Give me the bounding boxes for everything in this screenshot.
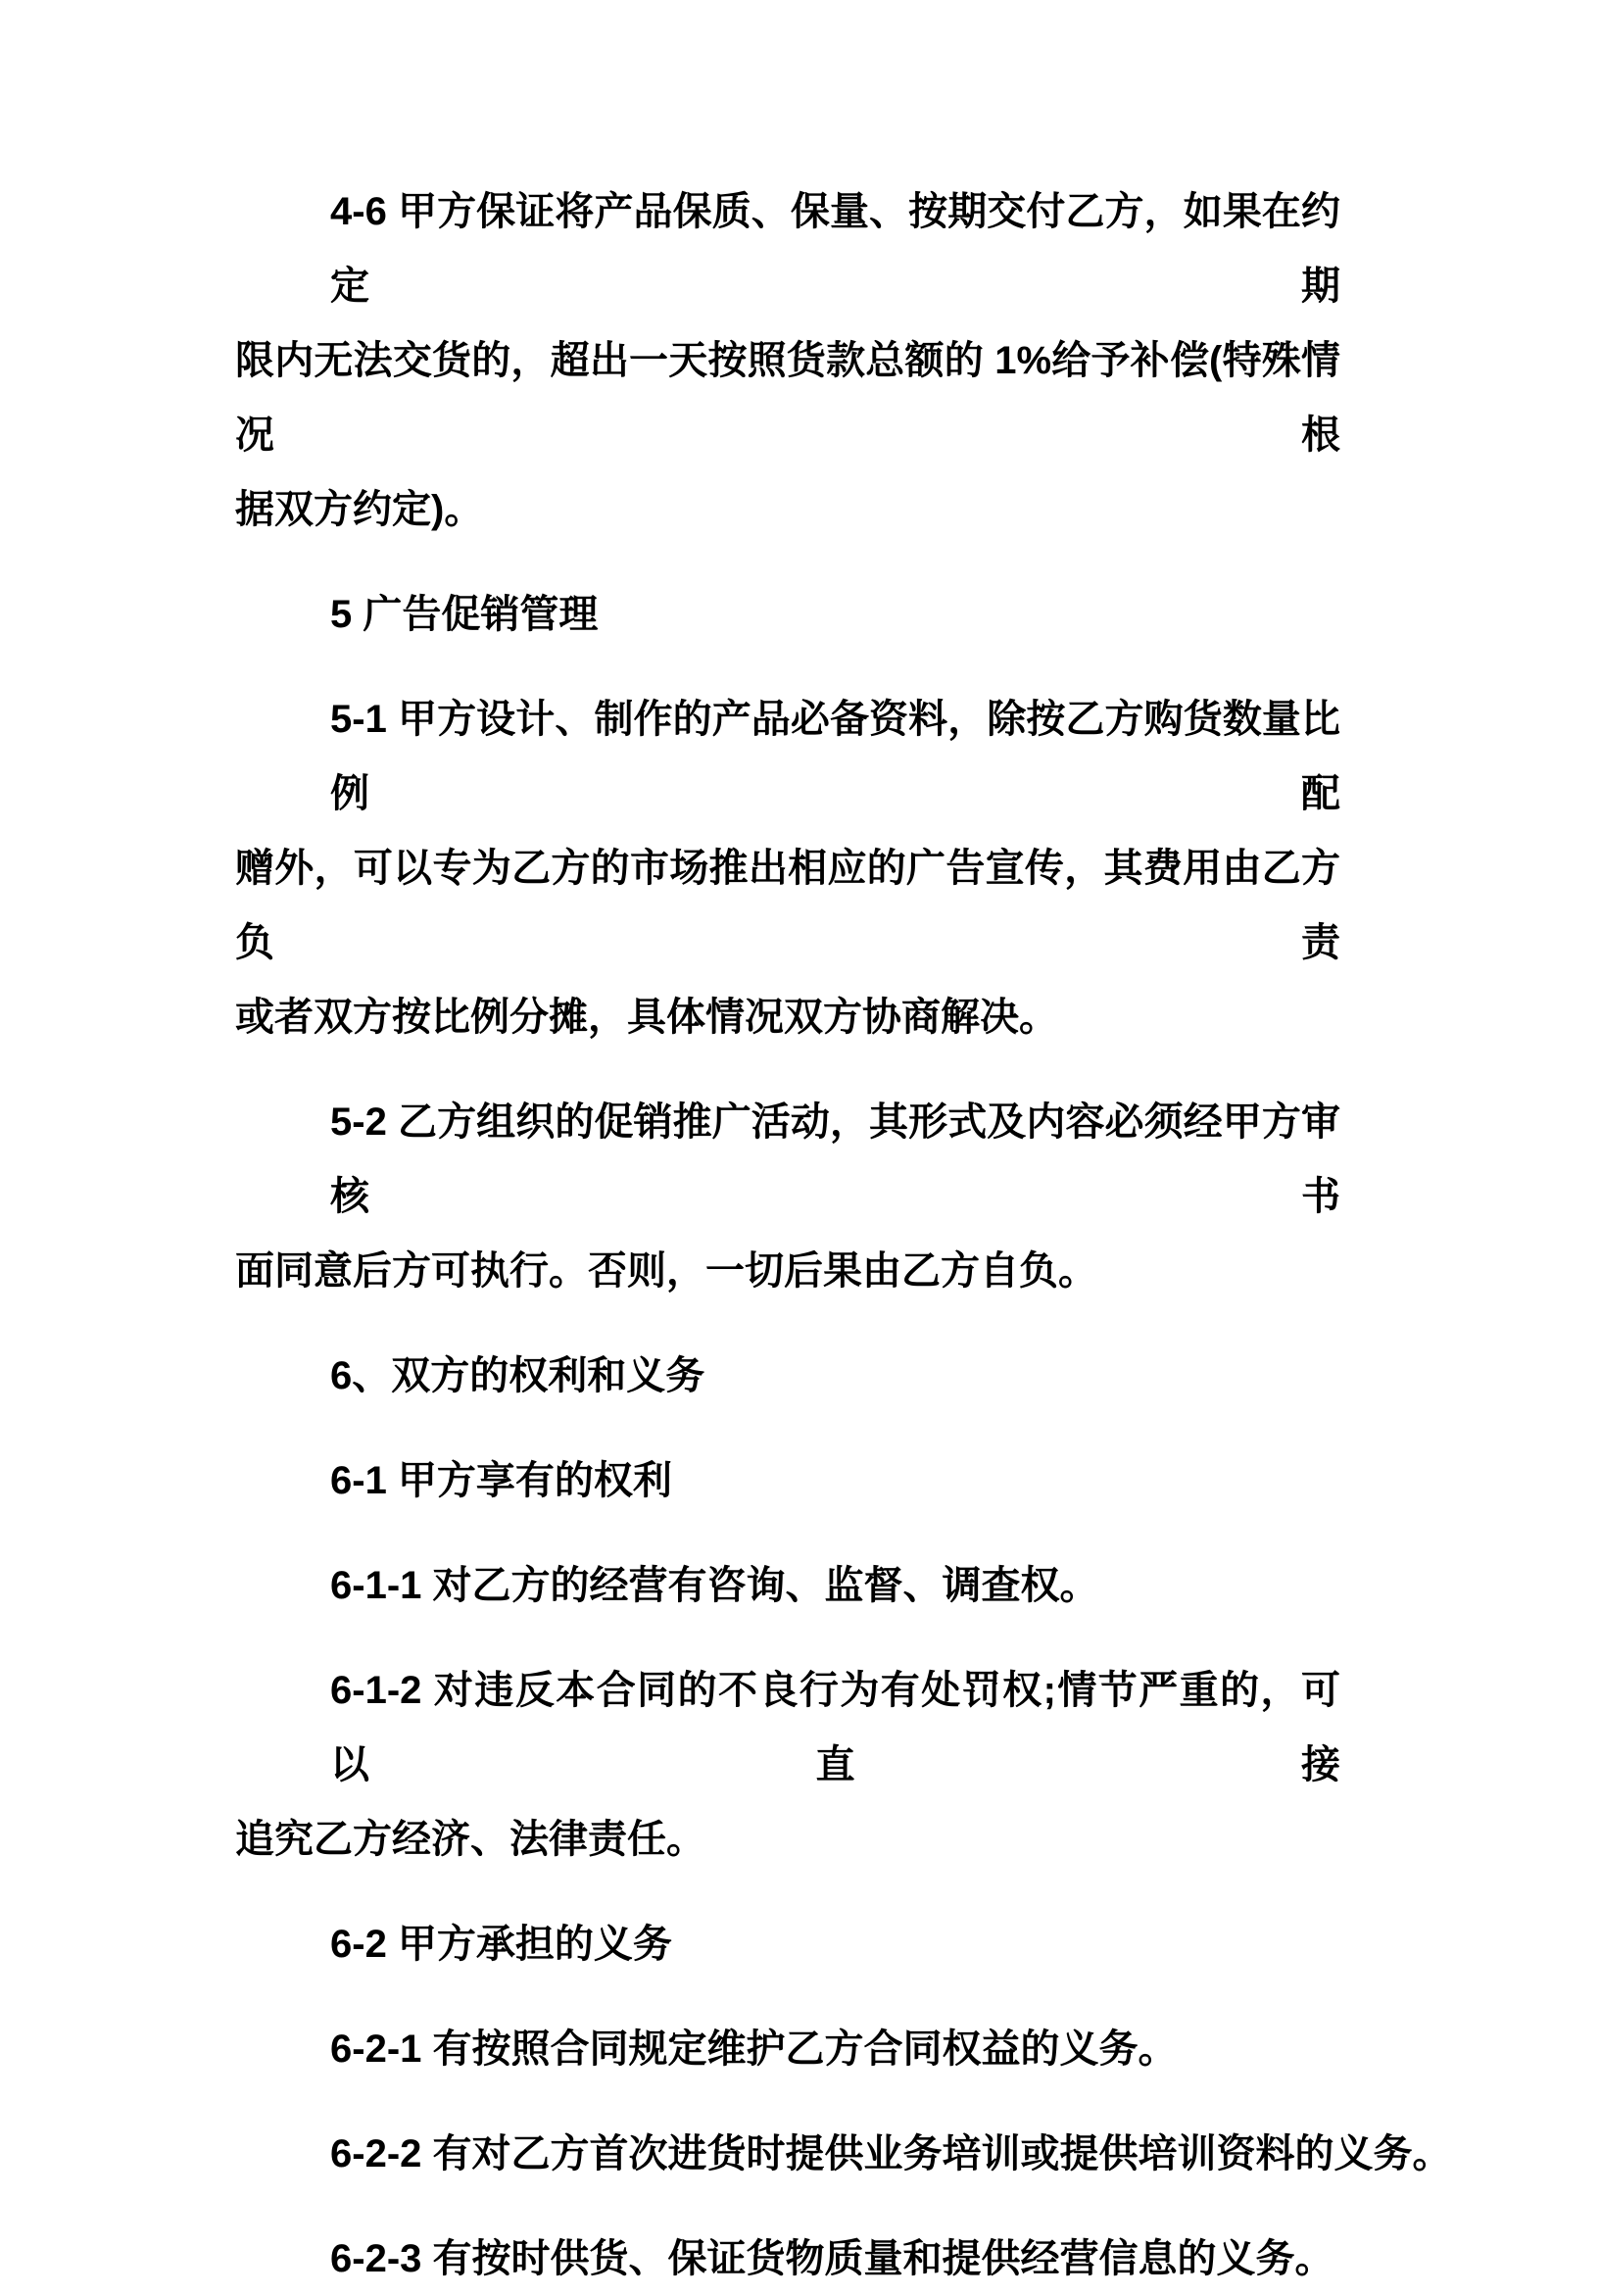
document-body [235,174,1452,2296]
text-line: 追究乙方经济、法律责任。 [235,1818,705,1861]
text-line: 6-2-2 有对乙方首次进货时提供业务培训或提供培训资料的义务。 [330,2132,1452,2175]
text-line: 5-1 甲方设计、制作的产品必备资料，除按乙方购货数量比例配 [330,698,1340,815]
paragraph-clause-4-6 [235,174,1340,547]
text-line: 6-1-2 对违反本合同的不良行为有处罚权;情节严重的，可以直接 [330,1669,1340,1786]
text-line: 面同意后方可执行。否则，一切后果由乙方自负。 [235,1249,1097,1293]
text-line: 6-2-1 有按照合同规定维护乙方合同权益的义务。 [330,2027,1178,2071]
text-line: 赠外，可以专为乙方的市场推出相应的广告宣传，其费用由乙方负责 [235,847,1340,964]
paragraph-clause-5-2 [235,1085,1340,1308]
text-line: 6-1 甲方享有的权利 [330,1459,672,1502]
paragraph-heading-6-1 [235,1443,1340,1518]
text-line: 6-1-1 对乙方的经营有咨询、监督、调查权。 [330,1564,1099,1607]
text-line: 6、双方的权利和义务 [330,1354,705,1397]
paragraph-heading-6-2 [235,1907,1340,1981]
text-line: 或者双方按比例分摊，具体情况双方协商解决。 [235,996,1058,1039]
paragraph-clause-6-1-1 [235,1548,1340,1623]
paragraph-heading-6 [235,1339,1340,1413]
text-line: 4-6 甲方保证将产品保质、保量、按期交付乙方，如果在约定期 [330,190,1340,308]
text-line: 5-2 乙方组织的促销推广活动，其形式及内容必须经甲方审核书 [330,1100,1340,1218]
paragraph-heading-5 [235,577,1340,652]
text-line: 6-2-3 有按时供货、保证货物质量和提供经营信息的义务。 [330,2237,1334,2280]
text-line: 5 广告促销管理 [330,593,599,636]
text-line: 限内无法交货的，超出一天按照货款总额的 1%给予补偿(特殊情况根 [235,339,1340,457]
paragraph-clause-6-2-3 [235,2222,1340,2296]
paragraph-clause-6-2-2 [235,2117,1452,2191]
paragraph-clause-5-1 [235,682,1340,1054]
text-line: 据双方约定)。 [235,488,484,531]
paragraph-clause-6-1-2 [235,1653,1340,1877]
text-line: 6-2 甲方承担的义务 [330,1923,672,1966]
paragraph-clause-6-2-1 [235,2012,1340,2086]
